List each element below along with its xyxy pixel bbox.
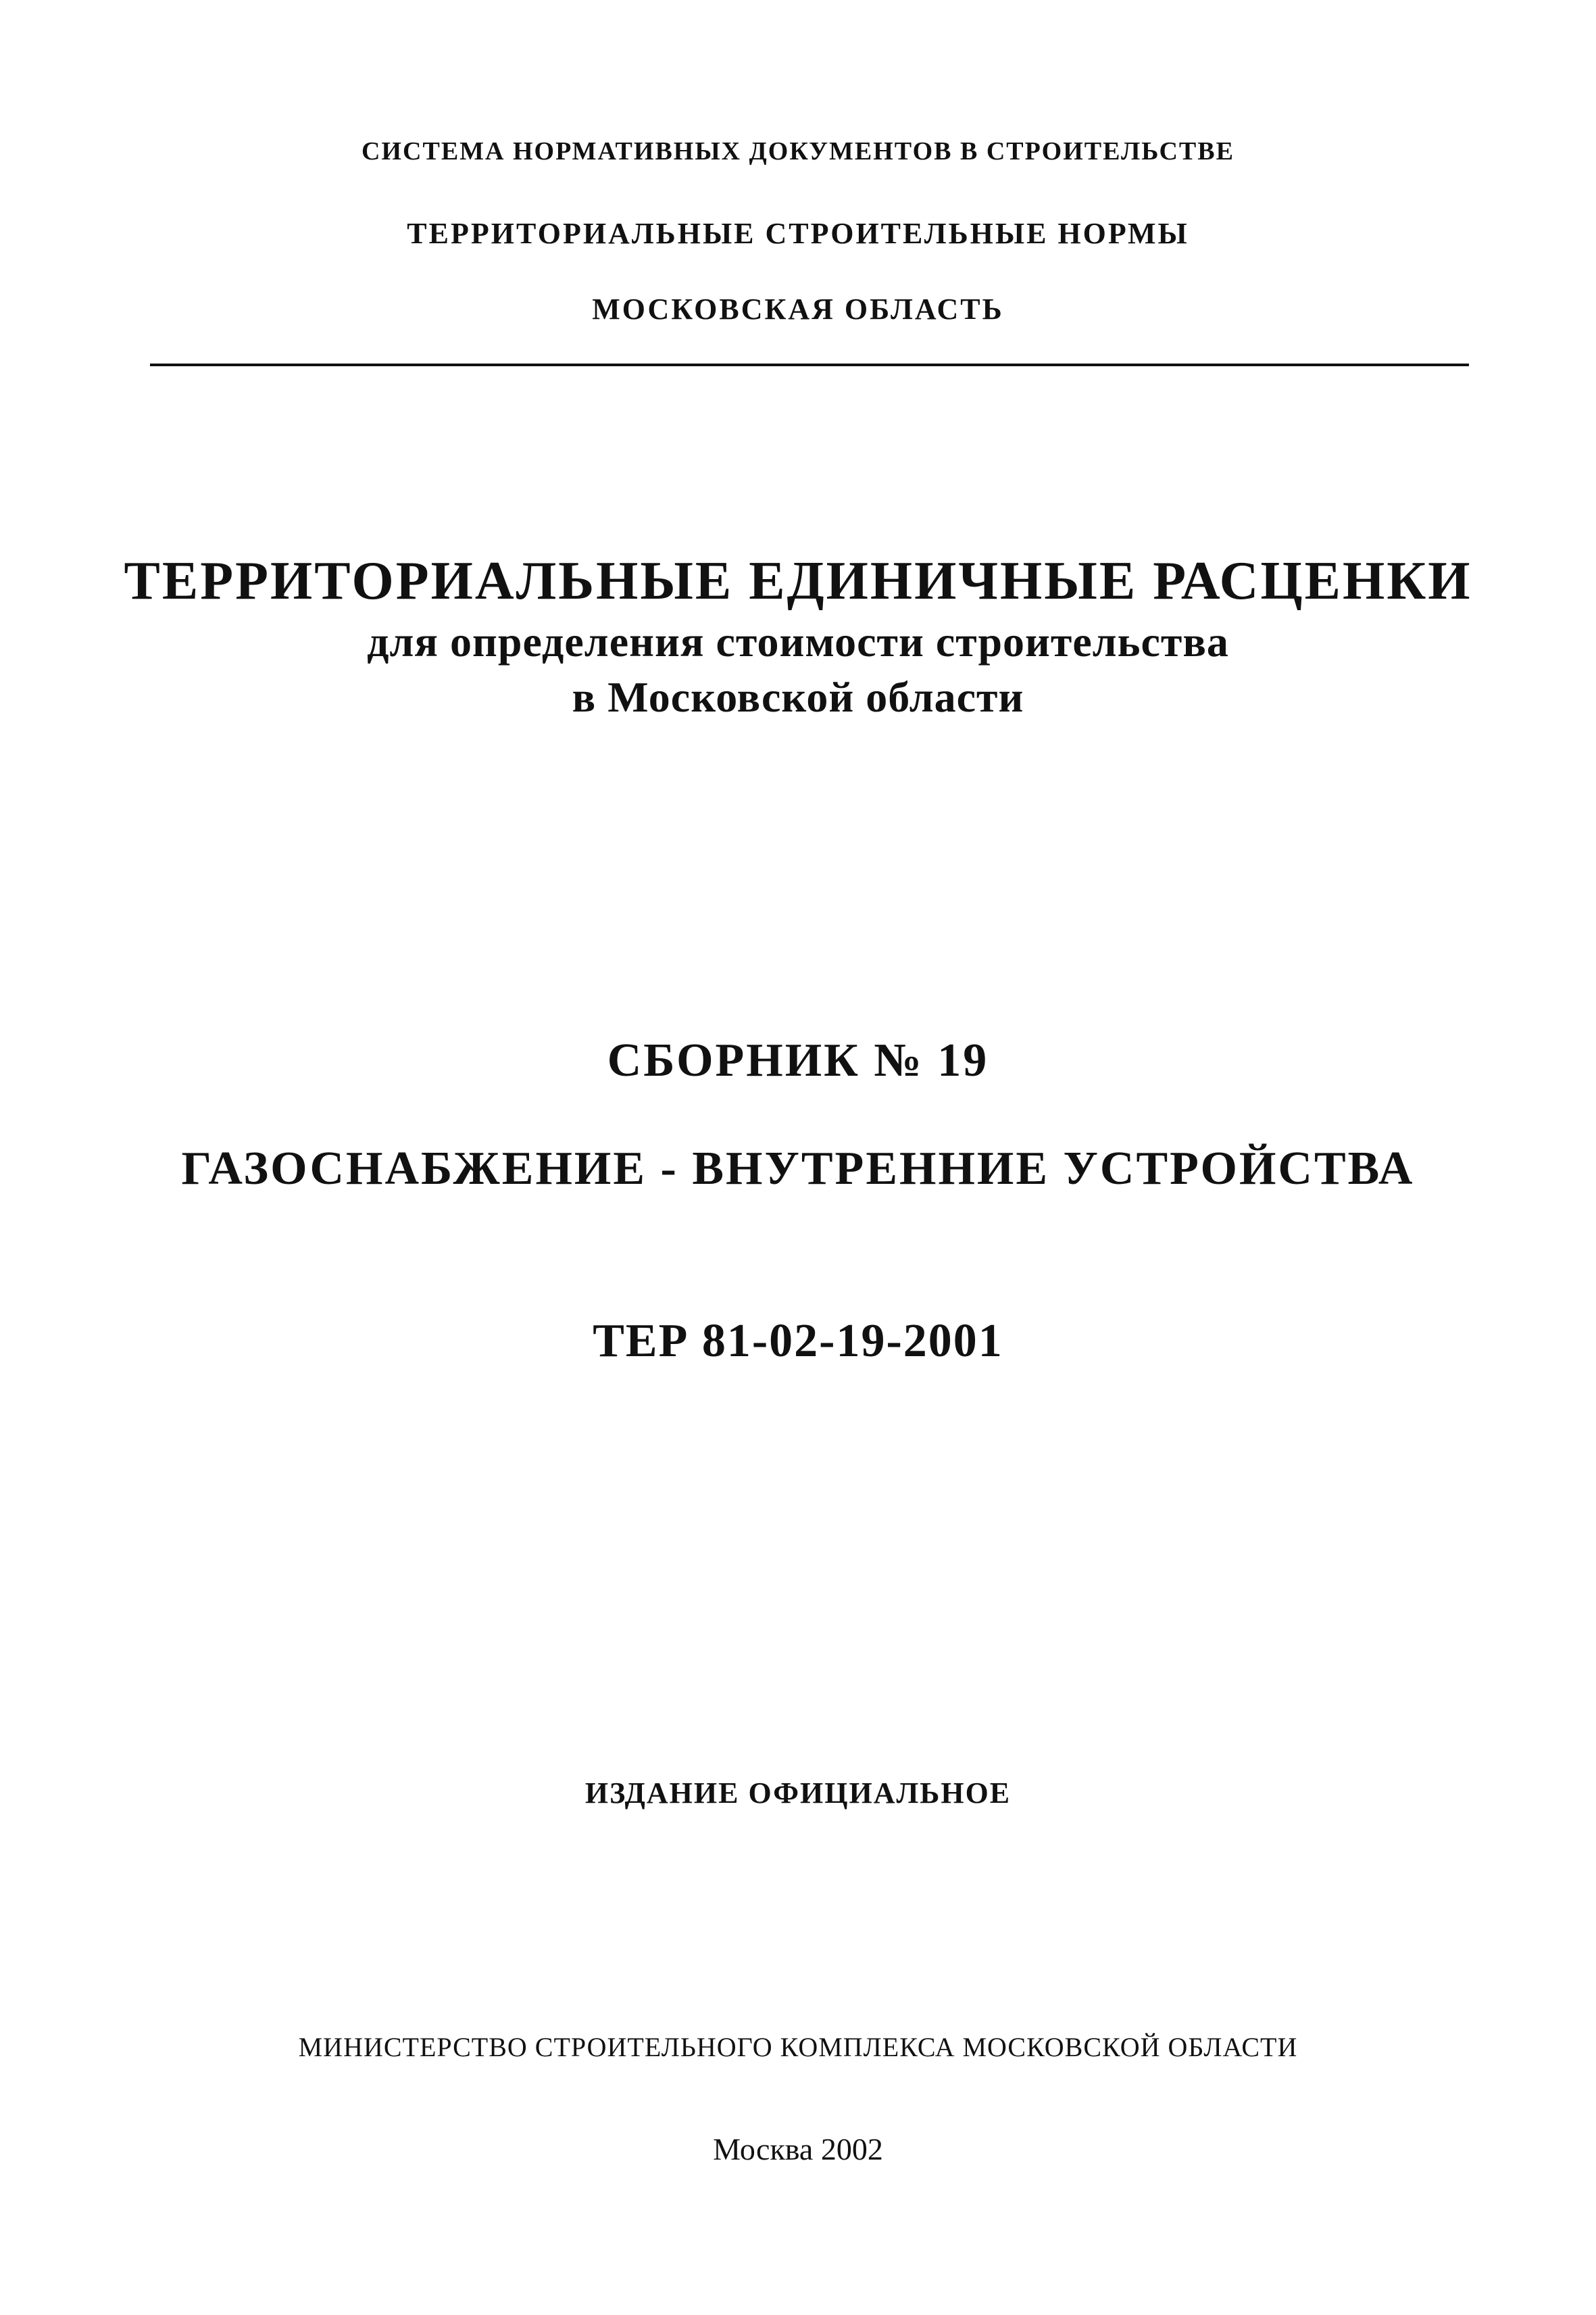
document-subtitle-line-1: для определения стоимости строительства <box>367 618 1229 666</box>
norms-heading: ТЕРРИТОРИАЛЬНЫЕ СТРОИТЕЛЬНЫЕ НОРМЫ <box>407 217 1189 250</box>
edition-label: ИЗДАНИЕ ОФИЦИАЛЬНОЕ <box>584 1776 1012 1810</box>
region-heading: МОСКОВСКАЯ ОБЛАСТЬ <box>592 293 1004 326</box>
city-year: Москва 2002 <box>713 2132 883 2166</box>
system-heading: СИСТЕМА НОРМАТИВНЫХ ДОКУМЕНТОВ В СТРОИТЕЛЬСТВЕ <box>361 137 1235 166</box>
collection-number: СБОРНИК № 19 <box>607 1035 989 1087</box>
document-code: ТЕР 81-02-19-2001 <box>593 1315 1003 1367</box>
publisher: МИНИСТЕРСТВО СТРОИТЕЛЬНОГО КОМПЛЕКСА МОСКОВСКОЙ ОБЛАСТИ <box>298 2032 1298 2062</box>
collection-title: ГАЗОСНАБЖЕНИЕ - ВНУТРЕННИЕ УСТРОЙСТВА <box>181 1143 1415 1195</box>
document-subtitle-line-2: в Московской области <box>572 673 1024 721</box>
document-title: ТЕРРИТОРИАЛЬНЫЕ ЕДИНИЧНЫЕ РАСЦЕНКИ <box>124 551 1472 611</box>
header-divider <box>150 364 1469 366</box>
